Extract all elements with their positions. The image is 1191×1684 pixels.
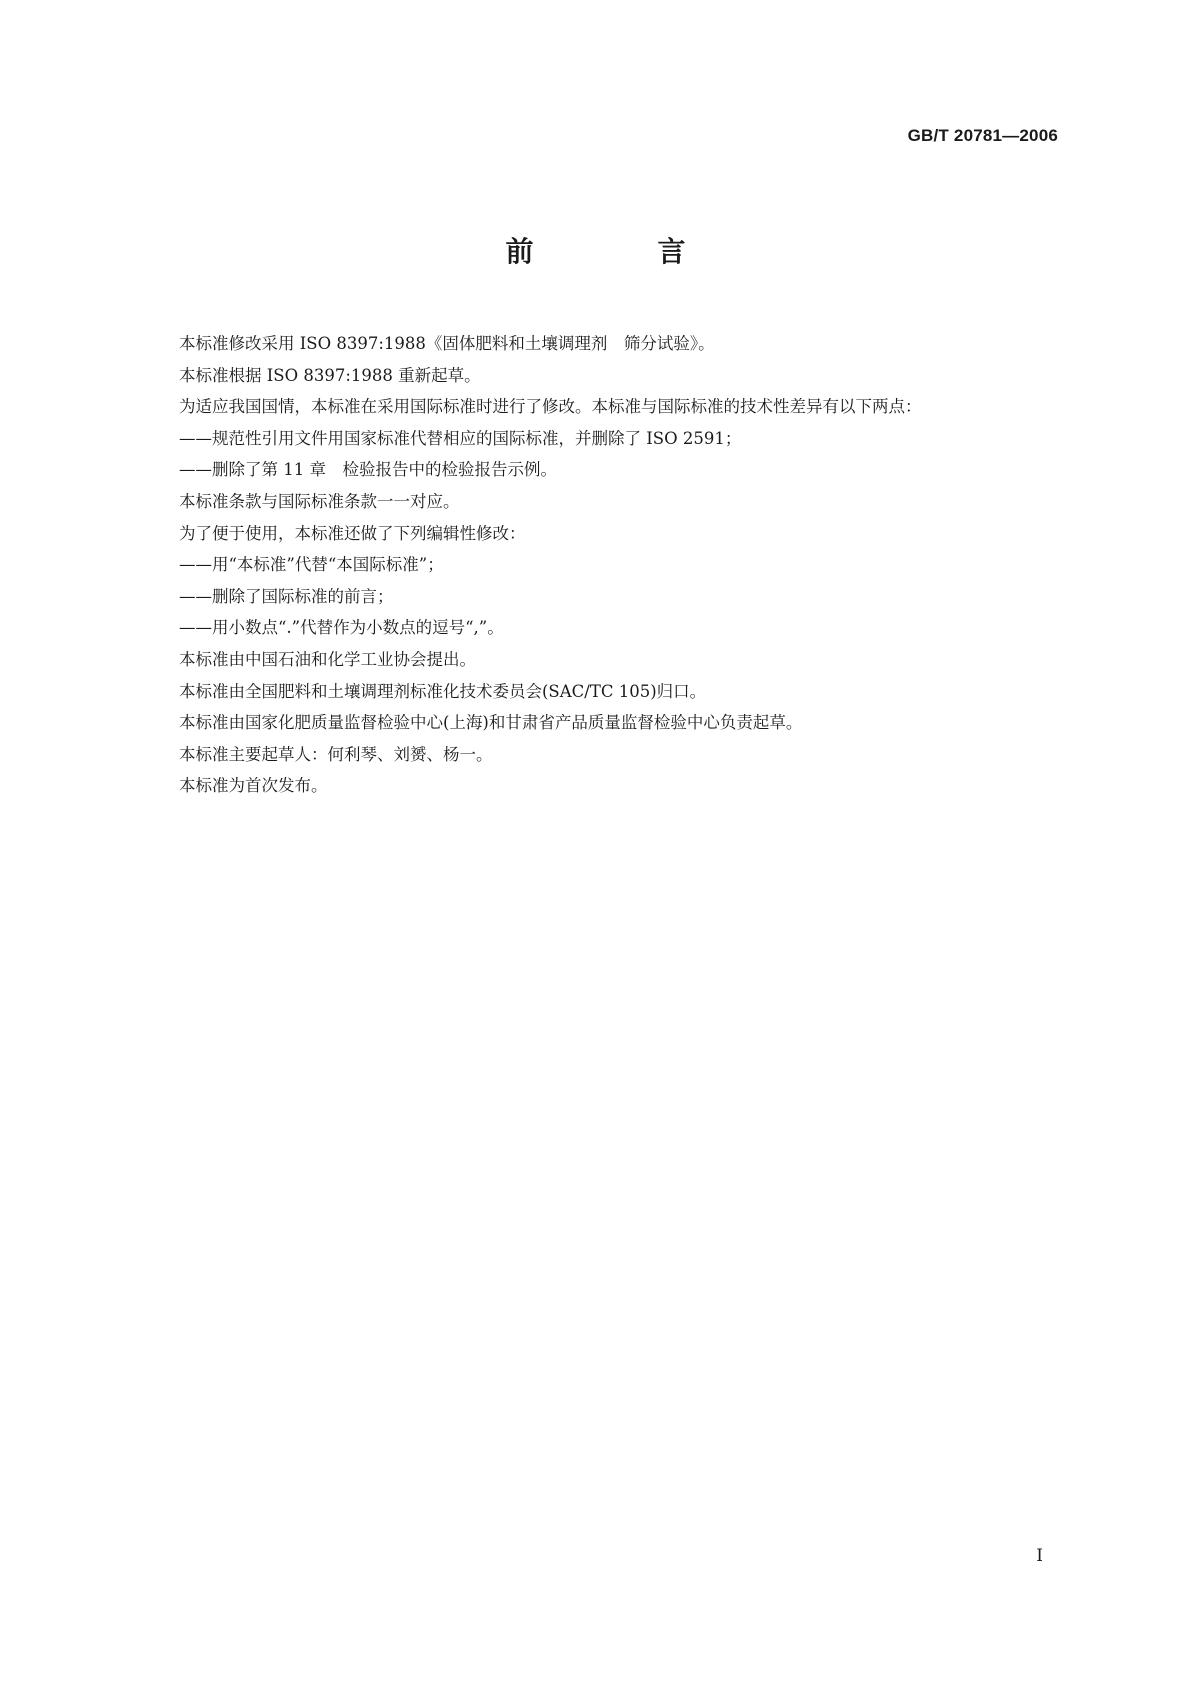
preface-body xyxy=(146,328,1051,802)
dash-item: ——规范性引用文件用国家标准代替相应的国际标准，并删除了 ISO 2591； xyxy=(179,428,742,448)
dash-item: ——用小数点“.”代替作为小数点的逗号“,”。 xyxy=(179,618,504,638)
paragraph: 本标准由国家化肥质量监督检验中心(上海)和甘肃省产品质量监督检验中心负责起草。 xyxy=(179,713,803,733)
paragraph: 本标准修改采用 ISO 8397:1988《固体肥料和土壤调理剂 筛分试验》。 xyxy=(179,334,715,353)
paragraph: 为适应我国国情，本标准在采用国际标准时进行了修改。本标准与国际标准的技术性差异有以下两点： xyxy=(179,397,922,417)
paragraph: 为了便于使用，本标准还做了下列编辑性修改： xyxy=(179,523,526,543)
paragraph: 本标准条款与国际标准条款一一对应。 xyxy=(179,491,460,511)
dash-item: ——删除了第 11 章 检验报告中的检验报告示例。 xyxy=(179,460,557,480)
document-code: GB/T 20781—2006 xyxy=(907,126,1058,145)
paragraph: 本标准为首次发布。 xyxy=(179,776,328,796)
page-number: I xyxy=(1036,1546,1043,1566)
paragraph: 本标准主要起草人：何利琴、刘赟、杨一。 xyxy=(179,744,493,764)
paragraph: 本标准由中国石油和化学工业协会提出。 xyxy=(179,649,476,669)
page-title: 前 言 xyxy=(505,235,734,268)
paragraph: 本标准由全国肥料和土壤调理剂标准化技术委员会(SAC/TC 105)归口。 xyxy=(179,681,707,701)
dash-item: ——删除了国际标准的前言； xyxy=(179,586,394,606)
paragraph: 本标准根据 ISO 8397:1988 重新起草。 xyxy=(179,365,481,385)
dash-item: ——用“本标准”代替“本国际标准”； xyxy=(179,555,444,575)
